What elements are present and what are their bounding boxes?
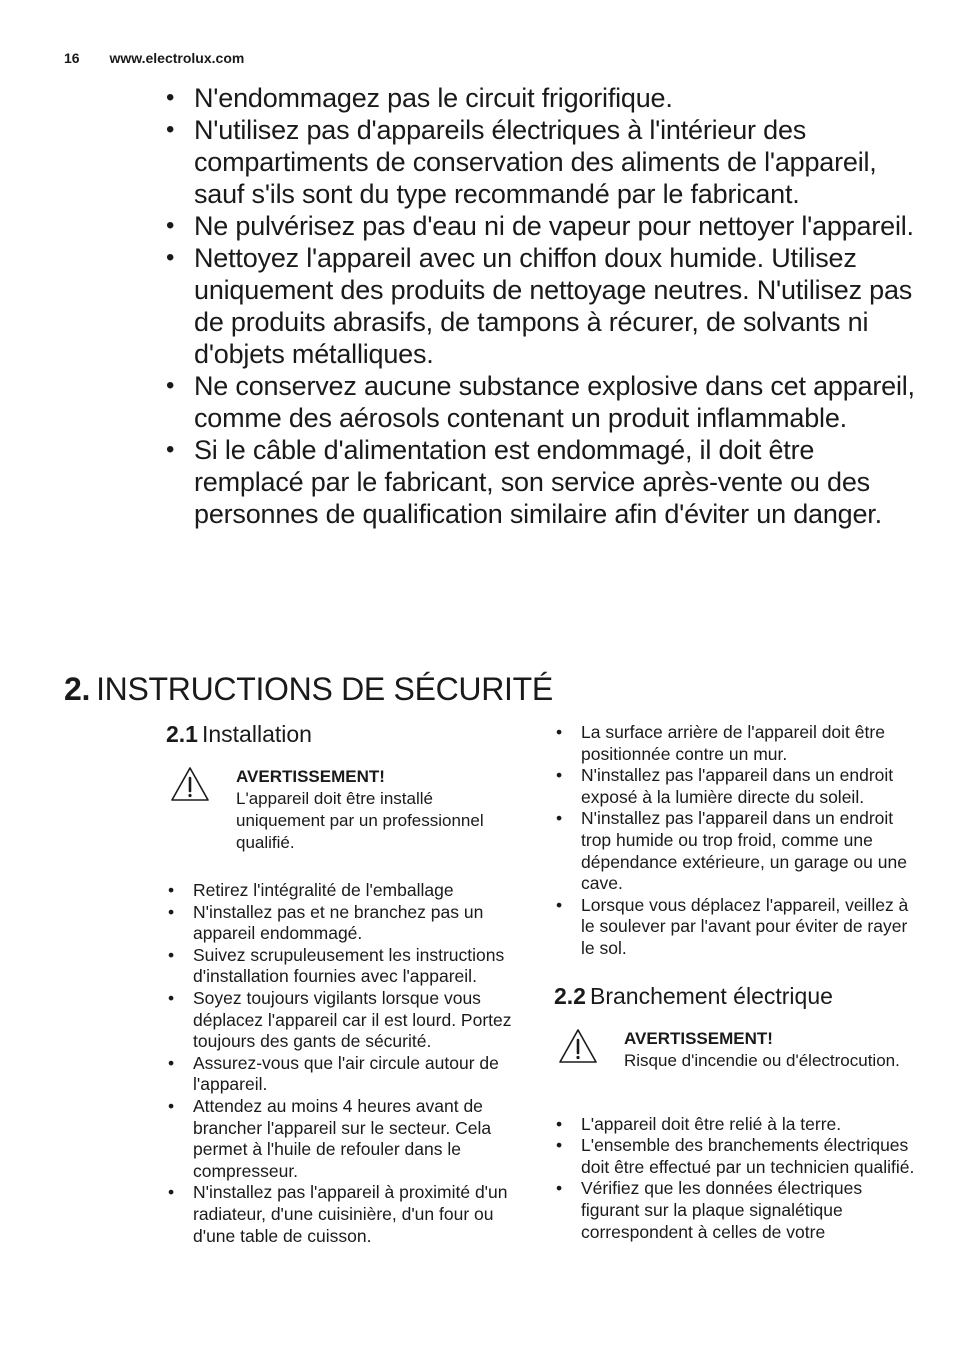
list-item: • Soyez toujours vigilants lorsque vous déplacez l'appareil car il est lourd. Portez toujours des gants de sécurité. <box>166 988 526 1053</box>
subsection-title: Branchement électrique <box>589 982 833 1009</box>
list-item: • Si le câble d'alimentation est endommagé, il doit être remplacé par le fabricant, son service après-vente ou des personnes de qualification similaire afin d'éviter un danger. <box>164 434 924 530</box>
list-item: • La surface arrière de l'appareil doit être positionnée contre un mur. <box>554 722 924 765</box>
list-item: • N'installez pas l'appareil dans un endroit exposé à la lumière directe du soleil. <box>554 765 924 808</box>
list-item: • Ne pulvérisez pas d'eau ni de vapeur pour nettoyer l'appareil. <box>164 210 924 242</box>
list-item: • Nettoyez l'appareil avec un chiffon doux humide. Utilisez uniquement des produits de nettoyage neutres. N'utilisez pas de produits abrasifs, de tampons à récurer, de solvants ni d'objets métalliques. <box>164 242 924 370</box>
left-column <box>166 720 526 1247</box>
warning-title: AVERTISSEMENT! <box>624 1028 773 1048</box>
list-item: • N'installez pas l'appareil à proximité d'un radiateur, d'une cuisinière, d'un four ou d'une table de cuisson. <box>166 1182 526 1247</box>
list-item: • L'ensemble des branchements électriques doit être effectué par un technicien qualifié. <box>554 1135 924 1178</box>
section-title <box>64 670 553 708</box>
top-bullet-list <box>164 82 924 530</box>
list-item: • N'installez pas l'appareil dans un endroit trop humide ou trop froid, comme une dépendance extérieure, un garage ou une cave. <box>554 808 924 894</box>
warning-text: L'appareil doit être installé uniquement par un professionnel qualifié. <box>236 789 484 852</box>
subsection-title: Installation <box>201 721 312 747</box>
warning-icon <box>558 1028 598 1064</box>
installation-warning <box>166 766 526 854</box>
warning-icon <box>170 766 210 802</box>
subsection-number: 2.2 <box>554 982 586 1009</box>
page-number: 16 <box>64 50 80 66</box>
electrical-list <box>554 1114 924 1244</box>
section-title-text: INSTRUCTIONS DE SÉCURITÉ <box>96 671 553 707</box>
page-header <box>64 50 244 66</box>
installation-list <box>166 880 526 1247</box>
right-column <box>554 720 924 1243</box>
list-item: • Ne conservez aucune substance explosive dans cet appareil, comme des aérosols contenant un produit inflammable. <box>164 370 924 434</box>
installation-heading <box>166 720 526 748</box>
subsection-number: 2.1 <box>166 721 198 747</box>
warning-title: AVERTISSEMENT! <box>236 767 385 786</box>
list-item: • Retirez l'intégralité de l'emballage <box>166 880 526 902</box>
list-item: • Vérifiez que les données électriques figurant sur la plaque signalétique correspondent à celles de votre <box>554 1178 924 1243</box>
electrical-warning <box>554 1028 924 1088</box>
list-item: • N'utilisez pas d'appareils électriques à l'intérieur des compartiments de conservation des aliments de l'appareil, sauf s'ils sont du type recommandé par le fabricant. <box>164 114 924 210</box>
section-number: 2. <box>64 671 91 707</box>
list-item: • Attendez au moins 4 heures avant de brancher l'appareil sur le secteur. Cela permet à l'huile de refouler dans le compresseur. <box>166 1096 526 1182</box>
electrical-heading <box>554 982 924 1010</box>
list-item: • L'appareil doit être relié à la terre. <box>554 1114 924 1136</box>
warning-text: Risque d'incendie ou d'électrocution. <box>624 1050 900 1070</box>
list-item: • Lorsque vous déplacez l'appareil, veillez à le soulever par l'avant pour éviter de rayer le sol. <box>554 895 924 960</box>
list-item: • N'installez pas et ne branchez pas un appareil endommagé. <box>166 902 526 945</box>
site-url: www.electrolux.com <box>109 50 245 66</box>
list-item: • N'endommagez pas le circuit frigorifique. <box>164 82 924 114</box>
installation-list-continued <box>554 722 924 960</box>
list-item: • Suivez scrupuleusement les instructions d'installation fournies avec l'appareil. <box>166 945 526 988</box>
list-item: • Assurez-vous que l'air circule autour de l'appareil. <box>166 1053 526 1096</box>
